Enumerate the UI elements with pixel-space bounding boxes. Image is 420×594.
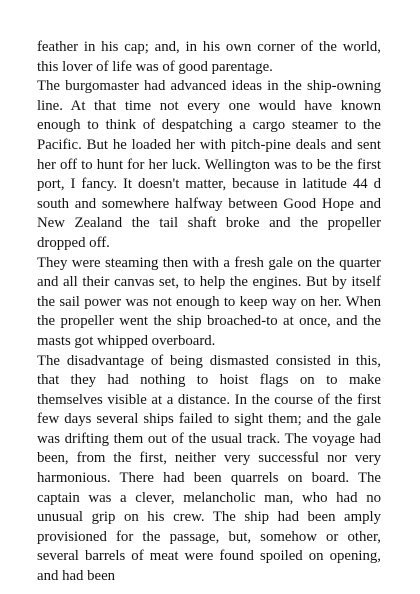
paragraph-3: They were steaming then with a fresh gale on the quarter and all their canvas set, to help the engines. But by itself the sail power was not enough to keep way on her. When the propeller went the ship broached-to at once, and the masts got whipped overboard. (37, 254, 381, 349)
paragraph-4: The disadvantage of being dismasted consisted in this, that they had nothing to hoist flags on to make themselves visible at a distance. In the course of the first few days several ships failed to sight them; and the gale was drifting them out of the usual track. The voyage had been, from the first, neither very successful nor very harmonious. There had been quarrels on board. The captain was a clever, melancholic man, who had no unusual grip on his crew. The ship had been amply provisioned for the passage, but, somehow or other, several barrels of meat were found spoiled on opening, and had been (37, 352, 381, 585)
paragraph-2: The burgomaster had advanced ideas in the ship-owning line. At that time not every one would have known enough to think of despatching a cargo steamer to the Pacific. But he loaded her with pitch-pine deals and sent her off to hunt for her luck. Wellington was to be the first port, I fancy. It doesn't matter, because in latitude 44 d south and somewhere halfway between Good Hope and New Zealand the tail shaft broke and the propeller dropped off. (37, 78, 381, 251)
paragraph-1: feather in his cap; and, in his own corner of the world, this lover of life was of good parentage. (37, 39, 381, 75)
document-page (37, 38, 381, 587)
